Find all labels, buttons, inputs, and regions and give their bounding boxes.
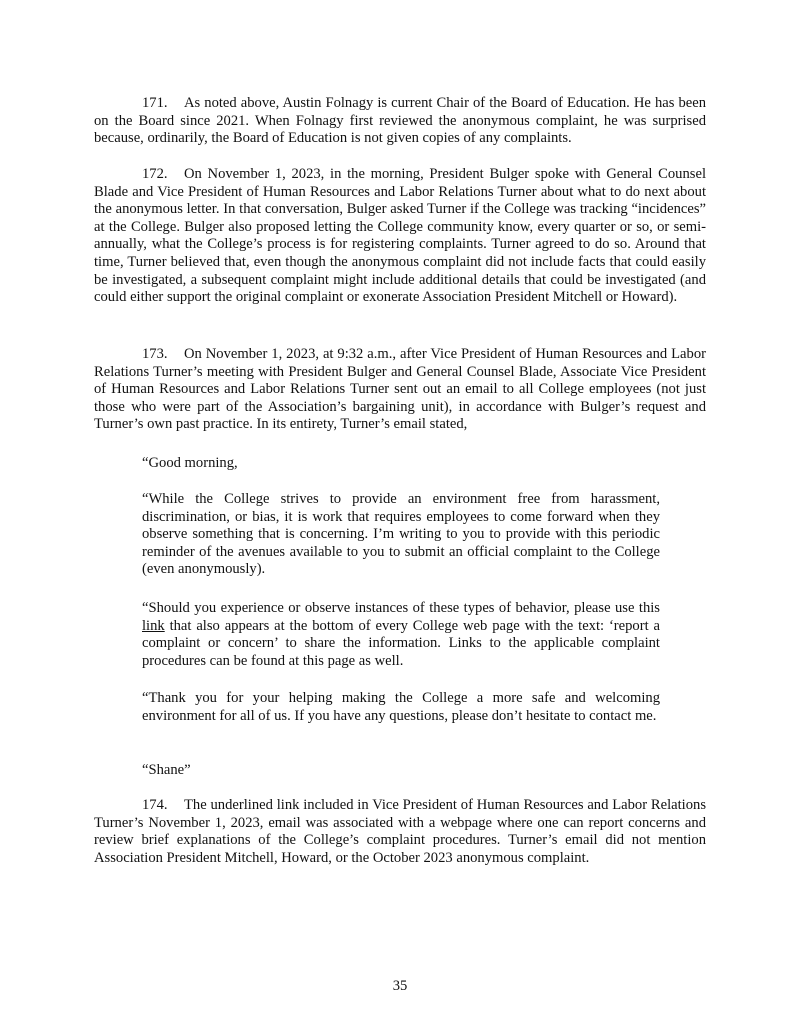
email-text: that also appears at the bottom of every College web page with the text: ‘report a complaint or concern’ to share the information. Links to the applicable complaint procedures can be found at this page as well. — [142, 617, 660, 669]
paragraph-171 — [94, 95, 706, 148]
paragraph-174 — [94, 797, 706, 867]
paragraph-text: The underlined link included in Vice President of Human Resources and Labor Relations Turner’s November 1, 2023, email was associated with a webpage where one can report concerns and review brief explanations of the College’s complaint procedures. Turner’s email did not mention Association President Mitchell, Howard, or the October 2023 anonymous complaint. — [94, 797, 706, 866]
report-complaint-link[interactable]: link — [142, 617, 165, 634]
email-signature: “Shane” — [142, 762, 191, 778]
paragraph-173 — [94, 346, 706, 434]
email-paragraph-2 — [142, 600, 660, 670]
email-greeting: “Good morning, — [142, 455, 238, 471]
paragraph-number: 173. — [142, 346, 168, 362]
paragraph-number: 171. — [142, 95, 168, 111]
email-paragraph-3: “Thank you for your helping making the College a more safe and welcoming environment for all of us. If you have any questions, please don’t hesitate to contact me. — [142, 690, 660, 724]
paragraph-text: On November 1, 2023, at 9:32 a.m., after Vice President of Human Resources and Labor Relations Turner’s meeting with President Bulger and General Counsel Blade, Associate Vice President of Human Resources and Labor Relations Turner sent out an email to all College employees (not just those who were part of the Association’s bargaining unit), in accordance with Bulger’s request and Turner’s own past practice. In its entirety, Turner’s email stated, — [94, 346, 706, 433]
paragraph-text: On November 1, 2023, in the morning, President Bulger spoke with General Counsel Blade and Vice President of Human Resources and Labor Relations Turner about what to do next about the anonymous letter. In that conversation, Bulger asked Turner if the College was tracking “incidences” at the College. Bulger also proposed letting the College community know, every quarter or so, or semi-annually, what the College’s process is for registering complaints. Turner agreed to do so. Around that time, Turner believed that, even though the anonymous complaint did not include facts that could easily be investigated, a subsequent complaint might include additional details that could be investigated (and could either support the original complaint or exonerate Association President Mitchell or Howard). — [94, 166, 706, 306]
email-paragraph-1: “While the College strives to provide an environment free from harassment, discrimination, or bias, it is work that requires employees to come forward when they observe something that is concerning. I’m writing to you to provide with this periodic reminder of the avenues available to you to submit an official complaint to the College (even anonymously). — [142, 491, 660, 578]
paragraph-number: 174. — [142, 797, 168, 813]
paragraph-number: 172. — [142, 166, 168, 182]
email-text: “Should you experience or observe instances of these types of behavior, please use this — [142, 600, 660, 616]
paragraph-text: As noted above, Austin Folnagy is current Chair of the Board of Education. He has been on the Board since 2021. When Folnagy first reviewed the anonymous complaint, he was surprised because, ordinarily, the Board of Education is not given copies of any complaints. — [94, 95, 706, 147]
paragraph-172 — [94, 166, 706, 307]
page-number: 35 — [392, 978, 408, 994]
